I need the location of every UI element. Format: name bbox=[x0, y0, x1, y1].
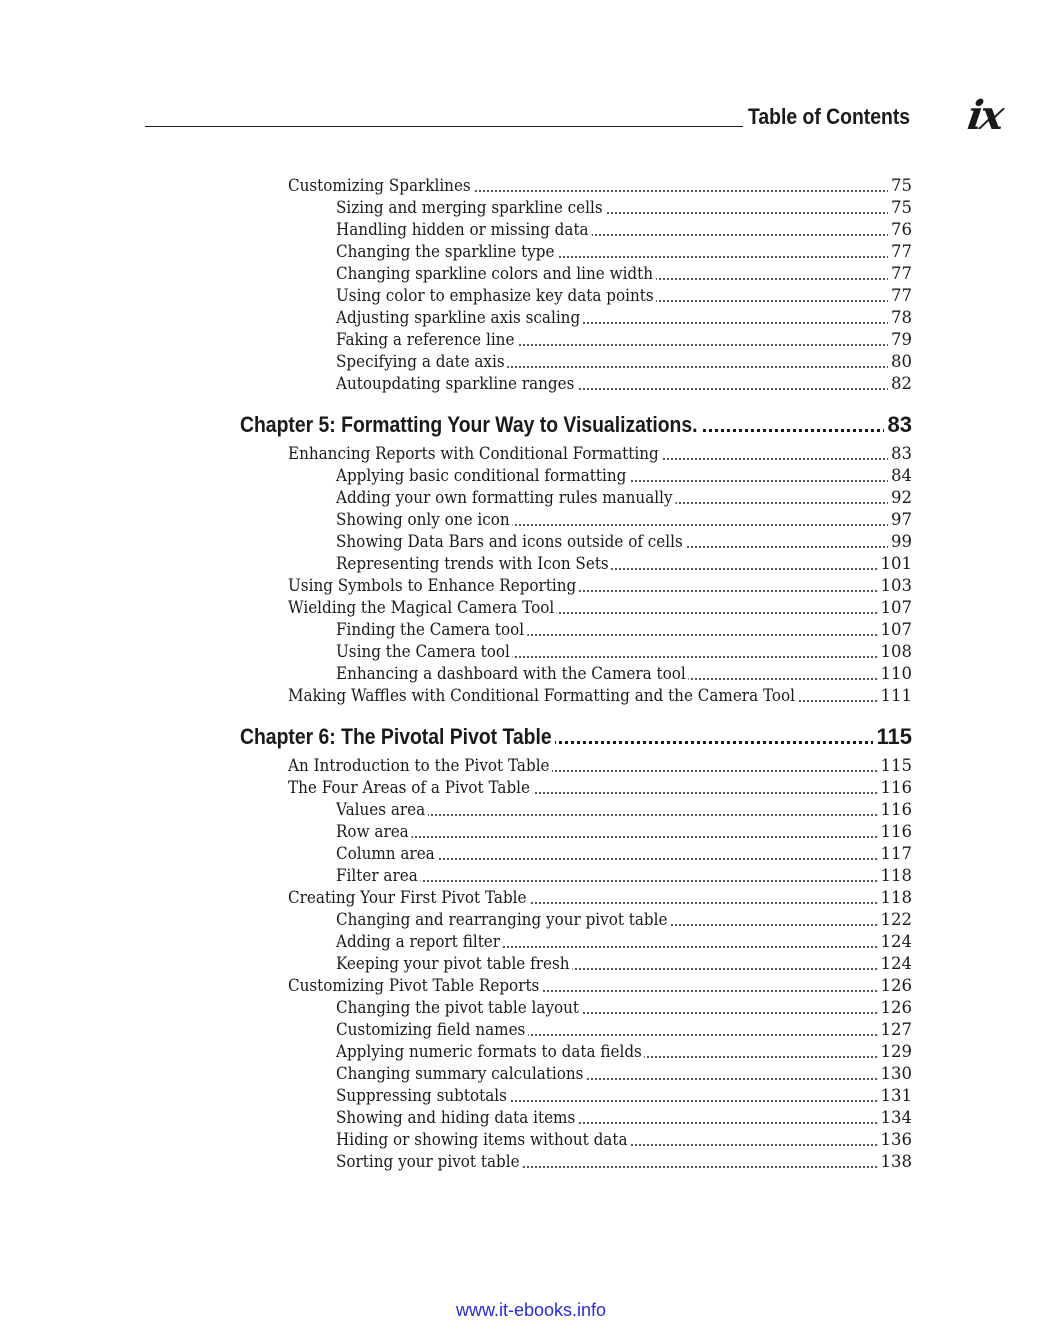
entry-title: Wielding the Magical Camera Tool bbox=[288, 597, 557, 619]
footer-website-link[interactable]: www.it-ebooks.info bbox=[455, 1300, 607, 1320]
entry-title: Customizing Pivot Table Reports bbox=[288, 975, 542, 997]
entry-page-number: 77 bbox=[888, 263, 912, 285]
toc-section-entry bbox=[288, 685, 912, 707]
entry-page-number: 115 bbox=[878, 755, 913, 777]
toc-subsection-entry bbox=[336, 285, 912, 307]
entry-page-number: 75 bbox=[888, 197, 912, 219]
entry-title: Sizing and merging sparkline cells bbox=[336, 197, 605, 219]
toc-subsection-entry bbox=[336, 1019, 912, 1041]
entry-page-number: 99 bbox=[888, 531, 912, 553]
entry-page-number: 129 bbox=[878, 1041, 913, 1063]
entry-page-number: 83 bbox=[888, 443, 912, 465]
entry-page-number: 116 bbox=[878, 777, 913, 799]
toc-subsection-entry bbox=[336, 1107, 912, 1129]
entry-title: Sorting your pivot table bbox=[336, 1151, 522, 1173]
toc-section-entry bbox=[288, 887, 912, 909]
toc-subsection-entry bbox=[336, 1063, 912, 1085]
page-number: ix bbox=[964, 92, 1005, 139]
toc-section-entry bbox=[288, 575, 912, 597]
entry-page-number: 131 bbox=[878, 1085, 913, 1107]
entry-title: Enhancing a dashboard with the Camera tool bbox=[336, 663, 688, 685]
toc-chapter-heading bbox=[240, 409, 912, 441]
entry-page-number: 117 bbox=[878, 843, 913, 865]
entry-page-number: 126 bbox=[878, 997, 913, 1019]
entry-page-number: 84 bbox=[888, 465, 912, 487]
toc-subsection-entry bbox=[336, 997, 912, 1019]
toc-subsection-entry bbox=[336, 329, 912, 351]
entry-title: Finding the Camera tool bbox=[336, 619, 527, 641]
entry-title: Autoupdating sparkline ranges bbox=[336, 373, 577, 395]
entry-title: Filter area bbox=[336, 865, 421, 887]
running-header-title: Table of Contents bbox=[748, 104, 911, 129]
entry-title: Changing the pivot table layout bbox=[336, 997, 582, 1019]
toc-subsection-entry bbox=[336, 843, 912, 865]
entry-title: Making Waffles with Conditional Formatting and the Camera Tool bbox=[288, 685, 798, 707]
toc-section-entry bbox=[288, 443, 912, 465]
entry-page-number: 107 bbox=[878, 597, 913, 619]
toc-subsection-entry bbox=[336, 351, 912, 373]
chapter-title: Chapter 6: The Pivotal Pivot Table bbox=[240, 721, 555, 753]
entry-page-number: 118 bbox=[878, 887, 913, 909]
toc-subsection-entry bbox=[336, 1129, 912, 1151]
entry-title: Representing trends with Icon Sets bbox=[336, 553, 611, 575]
toc-subsection-entry bbox=[336, 619, 912, 641]
toc-subsection-entry bbox=[336, 487, 912, 509]
entry-page-number: 78 bbox=[888, 307, 912, 329]
toc-subsection-entry bbox=[336, 307, 912, 329]
toc-section-entry bbox=[288, 777, 912, 799]
entry-page-number: 77 bbox=[888, 241, 912, 263]
entry-page-number: 76 bbox=[888, 219, 912, 241]
entry-page-number: 122 bbox=[878, 909, 913, 931]
entry-title: Row area bbox=[336, 821, 411, 843]
entry-title: Changing the sparkline type bbox=[336, 241, 557, 263]
entry-page-number: 126 bbox=[878, 975, 913, 997]
page-header bbox=[0, 0, 1062, 150]
entry-page-number: 107 bbox=[878, 619, 913, 641]
entry-page-number: 77 bbox=[888, 285, 912, 307]
toc-subsection-entry bbox=[336, 219, 912, 241]
entry-title: Changing sparkline colors and line width bbox=[336, 263, 656, 285]
toc-subsection-entry bbox=[336, 663, 912, 685]
entry-page-number: 116 bbox=[878, 821, 913, 843]
entry-page-number: 136 bbox=[878, 1129, 913, 1151]
entry-title: Using the Camera tool bbox=[336, 641, 513, 663]
entry-page-number: 130 bbox=[878, 1063, 913, 1085]
entry-title: Customizing field names bbox=[336, 1019, 528, 1041]
chapter-title: Chapter 5: Formatting Your Way to Visualizations. bbox=[240, 409, 701, 441]
toc-subsection-entry bbox=[336, 553, 912, 575]
entry-title: Using color to emphasize key data points bbox=[336, 285, 656, 307]
entry-title: Changing and rearranging your pivot table bbox=[336, 909, 670, 931]
toc-subsection-entry bbox=[336, 799, 912, 821]
entry-page-number: 134 bbox=[878, 1107, 913, 1129]
toc-subsection-entry bbox=[336, 1151, 912, 1173]
entry-page-number: 111 bbox=[878, 685, 913, 707]
toc-subsection-entry bbox=[336, 1041, 912, 1063]
toc-subsection-entry bbox=[336, 953, 912, 975]
entry-title: Adding your own formatting rules manually bbox=[336, 487, 675, 509]
entry-title: Showing Data Bars and icons outside of cells bbox=[336, 531, 686, 553]
entry-page-number: 103 bbox=[878, 575, 913, 597]
toc-subsection-entry bbox=[336, 197, 912, 219]
entry-page-number: 79 bbox=[888, 329, 912, 351]
leader-dots bbox=[336, 836, 912, 838]
toc-subsection-entry bbox=[336, 531, 912, 553]
entry-title: Showing only one icon bbox=[336, 509, 512, 531]
entry-title: Changing summary calculations bbox=[336, 1063, 586, 1085]
toc-subsection-entry bbox=[336, 509, 912, 531]
toc-subsection-entry bbox=[336, 1085, 912, 1107]
toc-subsection-entry bbox=[336, 641, 912, 663]
entry-title: Hiding or showing items without data bbox=[336, 1129, 630, 1151]
entry-title: Applying basic conditional formatting bbox=[336, 465, 629, 487]
toc-subsection-entry bbox=[336, 909, 912, 931]
entry-title: Handling hidden or missing data bbox=[336, 219, 591, 241]
entry-page-number: 110 bbox=[878, 663, 913, 685]
toc-chapter-heading bbox=[240, 721, 912, 753]
entry-title: Applying numeric formats to data fields bbox=[336, 1041, 645, 1063]
toc-subsection-entry bbox=[336, 931, 912, 953]
entry-title: Keeping your pivot table fresh bbox=[336, 953, 572, 975]
entry-title: Adjusting sparkline axis scaling bbox=[336, 307, 583, 329]
entry-title: Customizing Sparklines bbox=[288, 175, 473, 197]
entry-title: Column area bbox=[336, 843, 437, 865]
entry-title: Adding a report filter bbox=[336, 931, 503, 953]
entry-title: The Four Areas of a Pivot Table bbox=[288, 777, 533, 799]
entry-page-number: 108 bbox=[878, 641, 913, 663]
entry-title: Values area bbox=[336, 799, 428, 821]
entry-title: Using Symbols to Enhance Reporting bbox=[288, 575, 579, 597]
entry-page-number: 80 bbox=[888, 351, 912, 373]
toc-subsection-entry bbox=[336, 865, 912, 887]
toc-subsection-entry bbox=[336, 821, 912, 843]
entry-page-number: 75 bbox=[888, 175, 912, 197]
entry-title: Enhancing Reports with Conditional Formatting bbox=[288, 443, 661, 465]
header-rule bbox=[145, 126, 743, 127]
entry-title: Suppressing subtotals bbox=[336, 1085, 510, 1107]
entry-title: Specifying a date axis bbox=[336, 351, 507, 373]
entry-page-number: 138 bbox=[878, 1151, 913, 1173]
entry-page-number: 92 bbox=[888, 487, 912, 509]
entry-title: Showing and hiding data items bbox=[336, 1107, 578, 1129]
entry-page-number: 116 bbox=[878, 799, 913, 821]
toc-section-entry bbox=[288, 755, 912, 777]
entry-page-number: 82 bbox=[888, 373, 912, 395]
toc-subsection-entry bbox=[336, 241, 912, 263]
toc-section-entry bbox=[288, 597, 912, 619]
table-of-contents bbox=[0, 175, 1062, 1173]
toc-subsection-entry bbox=[336, 263, 912, 285]
entry-page-number: 97 bbox=[888, 509, 912, 531]
entry-page-number: 101 bbox=[878, 553, 913, 575]
chapter-page-number: 83 bbox=[884, 409, 912, 441]
leader-dots bbox=[336, 880, 912, 882]
chapter-page-number: 115 bbox=[873, 721, 913, 753]
entry-title: Creating Your First Pivot Table bbox=[288, 887, 529, 909]
entry-page-number: 124 bbox=[878, 931, 913, 953]
entry-title: Faking a reference line bbox=[336, 329, 517, 351]
toc-section-entry bbox=[288, 975, 912, 997]
entry-page-number: 118 bbox=[878, 865, 913, 887]
toc-subsection-entry bbox=[336, 465, 912, 487]
toc-section-entry bbox=[288, 175, 912, 197]
toc-subsection-entry bbox=[336, 373, 912, 395]
entry-title: An Introduction to the Pivot Table bbox=[288, 755, 552, 777]
entry-page-number: 127 bbox=[878, 1019, 913, 1041]
entry-page-number: 124 bbox=[878, 953, 913, 975]
